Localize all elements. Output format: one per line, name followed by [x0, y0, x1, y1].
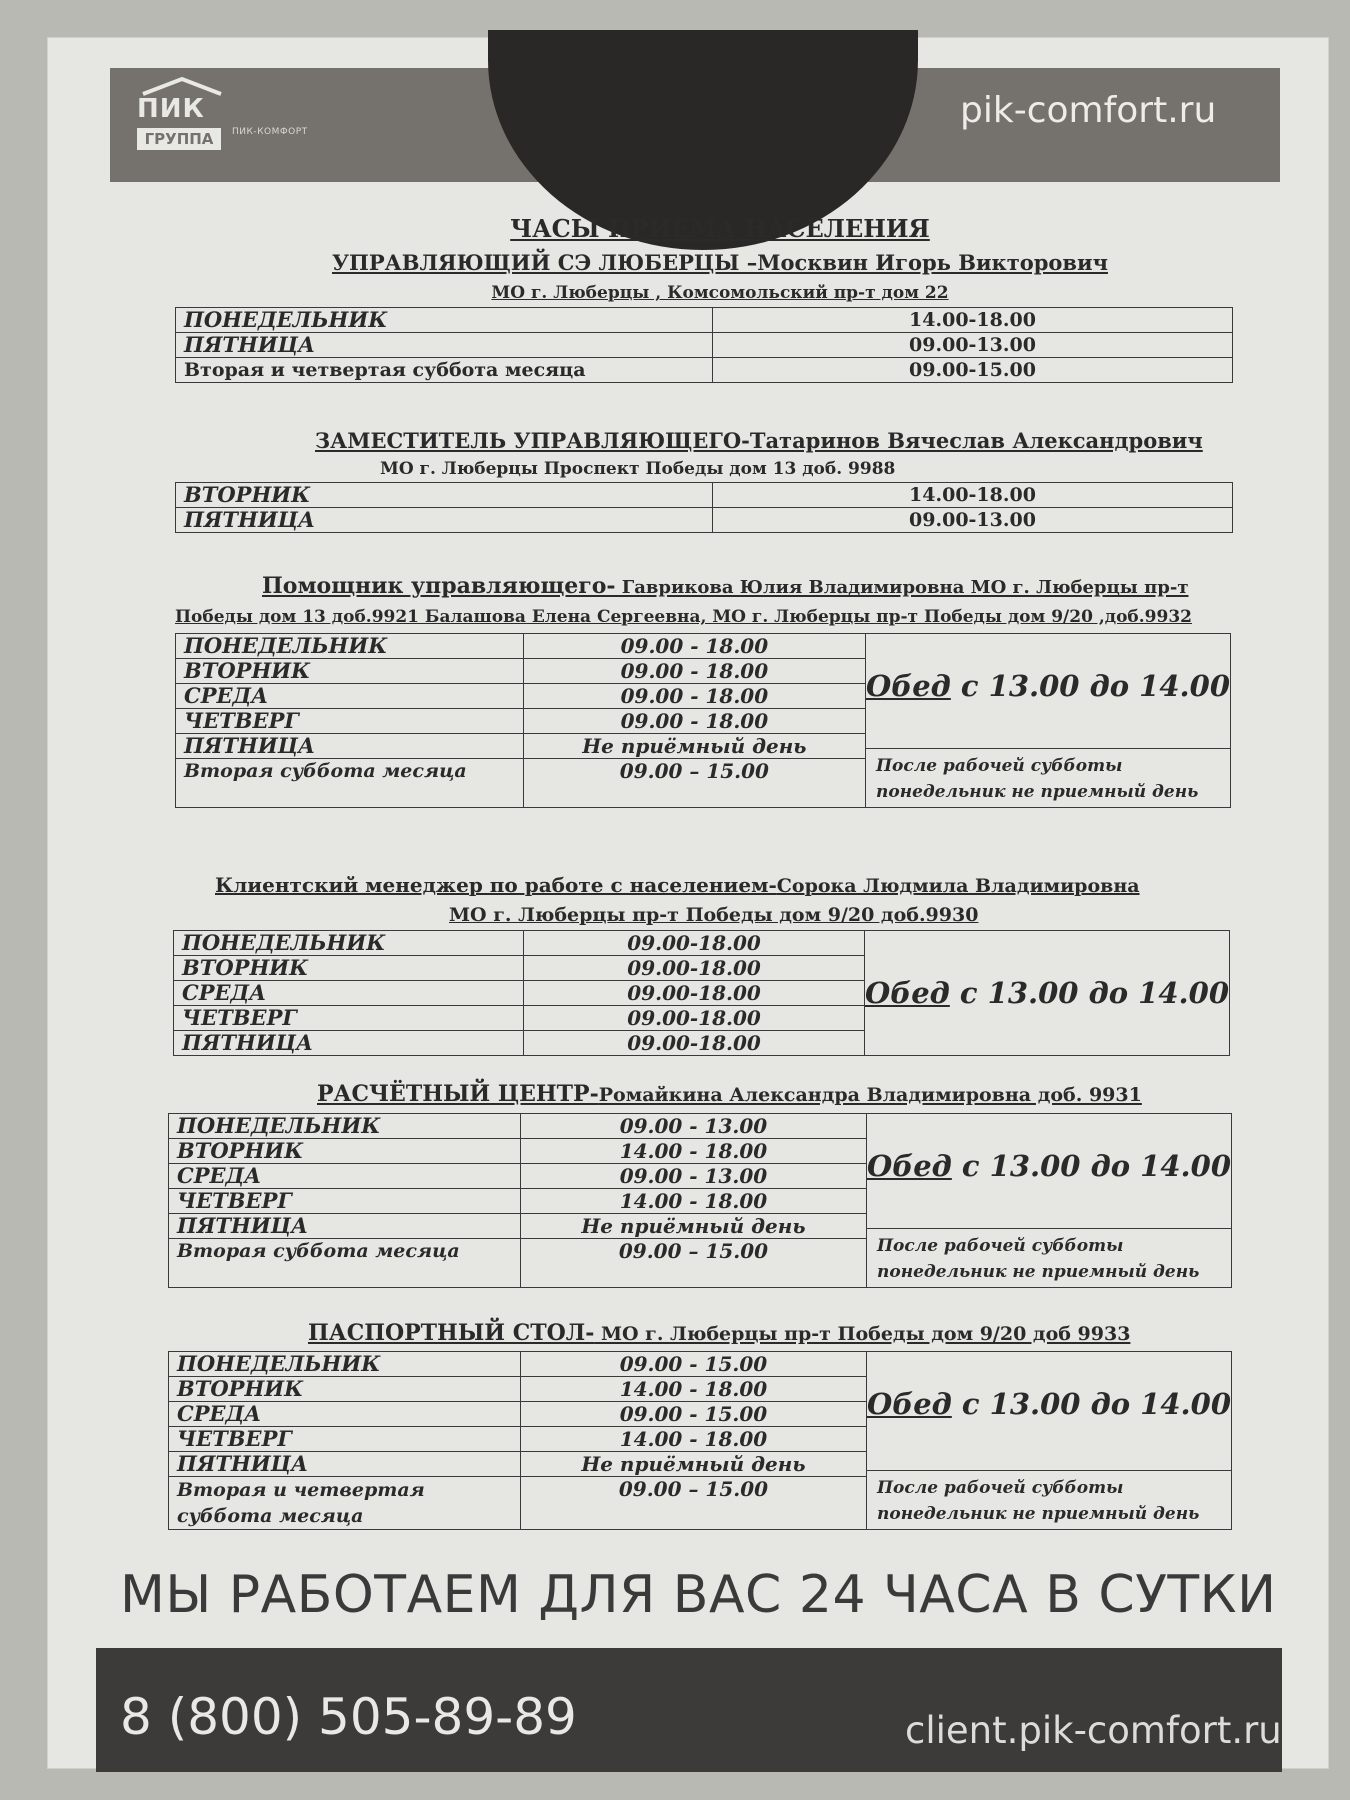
s6-heading-address: МО г. Люберцы пр-т Победы дом 9/20 доб 9933 — [594, 1323, 1131, 1345]
time-cell: 09.00 – 15.00 — [520, 1239, 866, 1288]
s5-heading — [317, 1081, 1142, 1107]
s5-table — [168, 1113, 1232, 1288]
lunch-word: Обед — [867, 1149, 952, 1183]
day-cell: ПОНЕДЕЛЬНИК — [174, 931, 524, 956]
lunch-text — [866, 669, 1230, 703]
day-cell — [169, 1477, 521, 1530]
day-cell: ПОНЕДЕЛЬНИК — [176, 308, 713, 333]
after-note-line: После рабочей субботы — [877, 1236, 1124, 1256]
s4-table — [173, 930, 1230, 1056]
after-note-line: После рабочей субботы — [877, 1478, 1124, 1498]
s1-address: МО г. Люберцы , Комсомольский пр-т дом 22 — [491, 283, 949, 303]
phone-number[interactable]: 8 (800) 505-89-89 — [120, 1688, 577, 1746]
day-cell: ВТОРНИК — [176, 659, 524, 684]
day-cell: ПЯТНИЦА — [174, 1031, 524, 1056]
time-cell: 09.00-18.00 — [524, 1006, 865, 1031]
lunch-cell — [865, 931, 1230, 1056]
after-saturday-note — [866, 748, 1230, 807]
after-saturday-note — [867, 1228, 1231, 1287]
time-cell: 09.00-13.00 — [713, 508, 1233, 533]
time-cell: 14.00-18.00 — [713, 308, 1233, 333]
time-cell: 14.00 - 18.00 — [520, 1377, 866, 1402]
time-cell: 14.00-18.00 — [713, 483, 1233, 508]
table-row — [176, 308, 1233, 333]
time-cell: 09.00-18.00 — [524, 1031, 865, 1056]
table-row — [176, 634, 1231, 659]
day-cell: ВТОРНИК — [169, 1377, 521, 1402]
table-row — [176, 333, 1233, 358]
table-row — [176, 508, 1233, 533]
table-row — [174, 931, 1230, 956]
lunch-word: Обед — [865, 976, 950, 1010]
day-cell: ПОНЕДЕЛЬНИК — [169, 1352, 521, 1377]
day-cell: СРЕДА — [169, 1164, 521, 1189]
time-cell: 09.00-15.00 — [713, 358, 1233, 383]
pik-logo — [135, 76, 230, 154]
day-cell: Вторая суббота месяца — [169, 1239, 521, 1288]
banner-24h: МЫ РАБОТАЕМ ДЛЯ ВАС 24 ЧАСА В СУТКИ — [120, 1565, 1277, 1625]
after-note-line: понедельник не приемный день — [877, 1262, 1200, 1282]
time-cell: 09.00 - 18.00 — [523, 709, 865, 734]
day-cell: СРЕДА — [174, 981, 524, 1006]
after-note-line: понедельник не приемный день — [877, 1504, 1200, 1524]
day-cell: ЧЕТВЕРГ — [174, 1006, 524, 1031]
table-row — [169, 1114, 1232, 1139]
s5-heading-name: Ромайкина Александра Владимировна доб. 9931 — [598, 1084, 1142, 1106]
s6-table — [168, 1351, 1232, 1530]
s3-heading-title: Помощник управляющего- — [262, 573, 616, 599]
lunch-cell — [866, 634, 1231, 808]
s2-address: МО г. Люберцы Проспект Победы дом 13 доб. 9988 — [380, 459, 896, 479]
s3-table — [175, 633, 1231, 808]
day-cell: Вторая и четвертая суббота месяца — [176, 358, 713, 383]
time-cell: 09.00 - 18.00 — [523, 634, 865, 659]
s4-heading-title: Клиентский менеджер по работе с населением- — [215, 873, 777, 897]
day-cell: ВТОРНИК — [176, 483, 713, 508]
time-cell: 14.00 - 18.00 — [520, 1427, 866, 1452]
header-site-link[interactable]: pik-comfort.ru — [960, 90, 1217, 131]
lunch-hours: с 13.00 до 14.00 — [949, 976, 1229, 1010]
day-line: Вторая и четвертая — [177, 1479, 425, 1501]
s6-heading-title: ПАСПОРТНЫЙ СТОЛ- — [308, 1320, 595, 1346]
time-cell: 09.00 - 15.00 — [520, 1352, 866, 1377]
time-cell: 09.00 - 13.00 — [520, 1114, 866, 1139]
s3-heading-line2: Победы дом 13 доб.9921 Балашова Елена Сергеевна, МО г. Люберцы пр-т Победы дом 9/20 ,доб.9932 — [175, 607, 1192, 627]
time-cell: 14.00 - 18.00 — [520, 1189, 866, 1214]
day-cell: ЧЕТВЕРГ — [169, 1427, 521, 1452]
time-cell: Не приёмный день — [520, 1214, 866, 1239]
s4-heading-name: Сорока Людмила Владимировна — [776, 875, 1140, 897]
logo-gruppa-text: ГРУППА — [137, 128, 221, 150]
s1-heading: УПРАВЛЯЮЩИЙ СЭ ЛЮБЕРЦЫ –Москвин Игорь Викторович — [332, 250, 1108, 275]
day-cell: СРЕДА — [176, 684, 524, 709]
time-cell: Не приёмный день — [520, 1452, 866, 1477]
s4-heading — [215, 873, 1140, 897]
lunch-word: Обед — [867, 1387, 952, 1421]
s2-heading: ЗАМЕСТИТЕЛЬ УПРАВЛЯЮЩЕГО-Татаринов Вячеслав Александрович — [315, 428, 1203, 453]
after-saturday-note — [867, 1470, 1231, 1529]
page-title: ЧАСЫ ПРИЁМА НАСЕЛЕНИЯ — [510, 214, 930, 243]
lunch-hours: с 13.00 до 14.00 — [951, 1149, 1231, 1183]
lunch-cell — [867, 1352, 1232, 1530]
day-cell: ВТОРНИК — [174, 956, 524, 981]
lunch-text — [865, 976, 1229, 1010]
time-cell: Не приёмный день — [523, 734, 865, 759]
day-cell: ПЯТНИЦА — [176, 508, 713, 533]
s2-table — [175, 482, 1233, 533]
roof-icon — [139, 76, 225, 96]
table-row — [176, 358, 1233, 383]
day-cell: ПЯТНИЦА — [176, 734, 524, 759]
lunch-cell — [867, 1114, 1232, 1288]
time-cell: 09.00-18.00 — [524, 956, 865, 981]
day-cell: ВТОРНИК — [169, 1139, 521, 1164]
client-site-link[interactable]: client.pik-comfort.ru — [905, 1709, 1282, 1752]
after-note-line: понедельник не приемный день — [876, 782, 1199, 802]
logo-pik-text: ПИК — [137, 94, 205, 124]
s5-heading-title: РАСЧЁТНЫЙ ЦЕНТР- — [317, 1081, 599, 1107]
table-row — [169, 1352, 1232, 1377]
time-cell: 09.00-18.00 — [524, 931, 865, 956]
s4-address: МО г. Люберцы пр-т Победы дом 9/20 доб.9930 — [449, 904, 979, 926]
day-cell: ПЯТНИЦА — [169, 1452, 521, 1477]
day-cell: ПОНЕДЕЛЬНИК — [169, 1114, 521, 1139]
day-cell: ЧЕТВЕРГ — [176, 709, 524, 734]
day-cell: ПЯТНИЦА — [169, 1214, 521, 1239]
s3-heading-names: Гаврикова Юлия Владимировна МО г. Люберцы пр-т — [615, 577, 1189, 598]
time-cell: 09.00 – 15.00 — [523, 759, 865, 808]
table-row — [176, 483, 1233, 508]
time-cell: 09.00 - 15.00 — [520, 1402, 866, 1427]
time-cell: 09.00-18.00 — [524, 981, 865, 1006]
lunch-word: Обед — [866, 669, 951, 703]
time-cell: 09.00 – 15.00 — [520, 1477, 866, 1530]
time-cell: 09.00 - 18.00 — [523, 659, 865, 684]
day-line: суббота месяца — [177, 1505, 364, 1527]
day-cell: ПЯТНИЦА — [176, 333, 713, 358]
time-cell: 14.00 - 18.00 — [520, 1139, 866, 1164]
day-cell: ЧЕТВЕРГ — [169, 1189, 521, 1214]
day-cell: СРЕДА — [169, 1402, 521, 1427]
s3-heading — [262, 573, 1189, 599]
time-cell: 09.00-13.00 — [713, 333, 1233, 358]
time-cell: 09.00 - 13.00 — [520, 1164, 866, 1189]
after-note-line: После рабочей субботы — [876, 756, 1123, 776]
s1-table — [175, 307, 1233, 383]
day-cell: ПОНЕДЕЛЬНИК — [176, 634, 524, 659]
lunch-hours: с 13.00 до 14.00 — [951, 1387, 1231, 1421]
logo-subtitle: ПИК-КОМФОРТ — [232, 127, 308, 137]
time-cell: 09.00 - 18.00 — [523, 684, 865, 709]
day-cell: Вторая суббота месяца — [176, 759, 524, 808]
lunch-hours: с 13.00 до 14.00 — [950, 669, 1230, 703]
s6-heading — [308, 1320, 1130, 1346]
lunch-text — [867, 1149, 1231, 1183]
lunch-text — [867, 1387, 1231, 1421]
